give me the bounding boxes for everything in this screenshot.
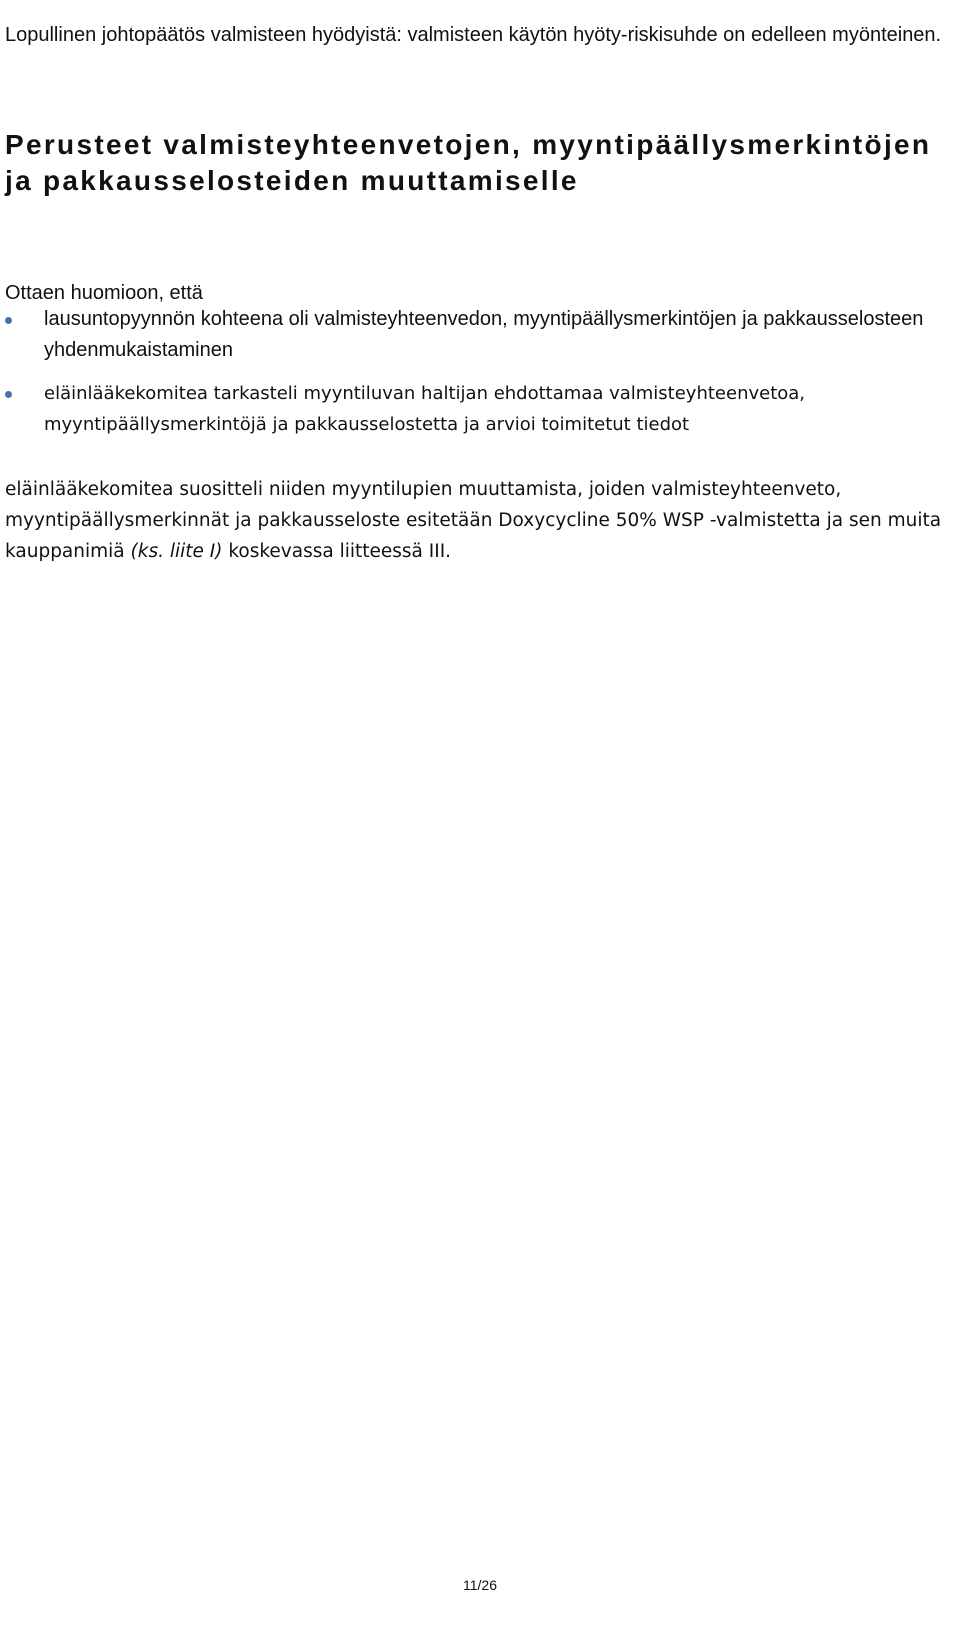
intro-paragraph: Lopullinen johtopäätös valmisteen hyödyistä: valmisteen käytön hyöty-riskisuhde on edelleen myönteinen.: [5, 24, 942, 46]
section-heading: Perusteet valmisteyhteenvetojen, myyntipäällysmerkintöjen ja pakkausselosteiden muuttamiselle: [5, 129, 932, 196]
considerations-list: [0, 304, 955, 440]
closing-text-after: koskevassa liitteessä III.: [222, 540, 452, 562]
bullet-icon: [5, 391, 12, 398]
list-item: [0, 304, 955, 366]
lead-text: Ottaen huomioon, että: [5, 282, 203, 304]
annex-reference: (ks. liite I): [130, 540, 223, 562]
closing-text-before: eläinlääkekomitea suositteli niiden myyntilupien muuttamista, joiden valmisteyhteenveto, myyntipäällysmerkinnät ja pakkausseloste esitetään Doxycycline 50% WSP -valmistetta ja sen muita kauppanimiä: [5, 478, 942, 562]
bullet-icon: [5, 317, 12, 324]
list-item: [0, 378, 955, 440]
list-item-text: eläinlääkekomitea tarkasteli myyntiluvan haltijan ehdottamaa valmisteyhteenvetoa, myyntipäällysmerkintöjä ja pakkausselostetta ja arvioi toimitetut tiedot: [44, 383, 806, 435]
list-item-text: lausuntopyynnön kohteena oli valmisteyhteenvedon, myyntipäällysmerkintöjen ja pakkausselosteen yhdenmukaistaminen: [44, 308, 924, 361]
closing-paragraph: [5, 474, 950, 567]
page-number: 11/26: [463, 1577, 497, 1593]
